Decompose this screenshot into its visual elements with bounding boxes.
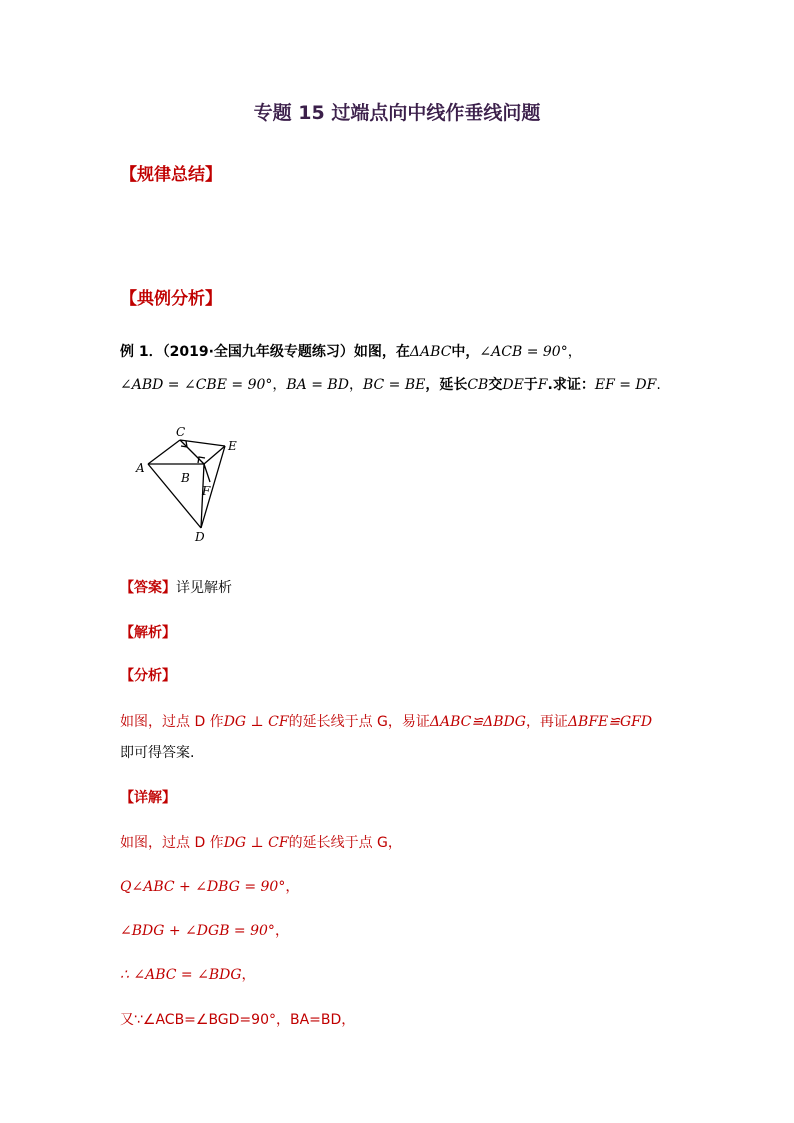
example-text: 中，: [451, 344, 480, 360]
condition-ba-bd: BA = BD: [286, 377, 349, 393]
equation: Q∠ABC + ∠DBG = 90°: [120, 879, 286, 895]
answer-tag: 【答案】: [120, 580, 176, 596]
segment-bf: [204, 464, 210, 482]
punct: ，: [285, 879, 300, 895]
punct: ，: [241, 967, 256, 983]
analysis-line1: [120, 711, 652, 731]
example-text: .求证：: [547, 377, 595, 393]
segment-ac: [148, 440, 180, 464]
geometry-figure: [130, 420, 260, 550]
punct: .: [656, 377, 661, 393]
detail-text: 如图，过点 D 作: [120, 835, 224, 851]
example1-line1: [120, 341, 582, 361]
punct: ，: [567, 344, 582, 360]
detail-text: 的延长线于点 G，: [288, 835, 402, 851]
dg-perp-cf: DG ⊥ CF: [223, 835, 289, 851]
section-summary-heading: 【规律总结】: [120, 165, 222, 185]
example-text: 于: [523, 377, 538, 393]
analysis-text: 如图，过点 D 作: [120, 714, 224, 730]
analysis-text: 的延长线于点 G，易证: [288, 714, 430, 730]
segment-cb: CB: [467, 377, 489, 393]
answer-line: [120, 577, 232, 597]
condition-abd-cbe: ∠ABD = ∠CBE = 90°: [120, 377, 273, 393]
example-text: ，延长: [425, 377, 468, 393]
example-text: 交: [488, 377, 503, 393]
example-label: 例 1．: [120, 344, 163, 360]
congruence-bfe-gfd: ΔBFE≌GFD: [567, 714, 653, 730]
punct: ，: [274, 923, 289, 939]
label-f: F: [202, 484, 211, 498]
equation: ∠BDG + ∠DGB = 90°: [120, 923, 275, 939]
answer-text: 详见解析: [176, 580, 232, 596]
equation: ∴ ∠ABC = ∠BDG: [120, 967, 242, 983]
punct: ，: [348, 377, 363, 393]
segment-cb-line: [180, 440, 204, 464]
detail-tag: 【详解】: [120, 790, 176, 806]
analysis-line2: 即可得答案.: [120, 745, 195, 761]
segment-de: DE: [502, 377, 524, 393]
dg-perp-cf: DG ⊥ CF: [223, 714, 289, 730]
analysis-text: ，再证: [525, 714, 568, 730]
point-f: F: [537, 377, 548, 393]
goal-ef-df: EF = DF: [594, 377, 657, 393]
punct: ，: [272, 377, 287, 393]
detail-step1: [120, 876, 299, 896]
condition-acb: ∠ACB = 90°: [479, 344, 568, 360]
condition-bc-be: BC = BE: [362, 377, 426, 393]
label-a: A: [136, 461, 145, 475]
detail-step3: [120, 964, 256, 984]
example1-line2: [120, 374, 661, 394]
triangle-abc: ΔABC: [409, 344, 452, 360]
label-e: E: [228, 439, 237, 453]
detail-step4: 又∵∠ACB=∠BGD=90°，BA=BD，: [120, 1012, 356, 1028]
analysis-sub-tag: 【分析】: [120, 668, 176, 684]
page-title: 专题 15 过端点向中线作垂线问题: [253, 102, 541, 124]
label-c: C: [176, 425, 186, 439]
label-b: B: [181, 471, 190, 485]
example-source: （2019·全国九年级专题练习）如图，在: [162, 344, 410, 360]
segment-ad: [148, 464, 201, 528]
label-d: D: [195, 530, 205, 544]
section-examples-heading: 【典例分析】: [120, 289, 222, 309]
detail-step2: [120, 920, 289, 940]
analysis-tag: 【解析】: [120, 625, 176, 641]
congruence-abc-bdg: ΔABC≌ΔBDG: [429, 714, 526, 730]
detail-line1: [120, 832, 402, 852]
